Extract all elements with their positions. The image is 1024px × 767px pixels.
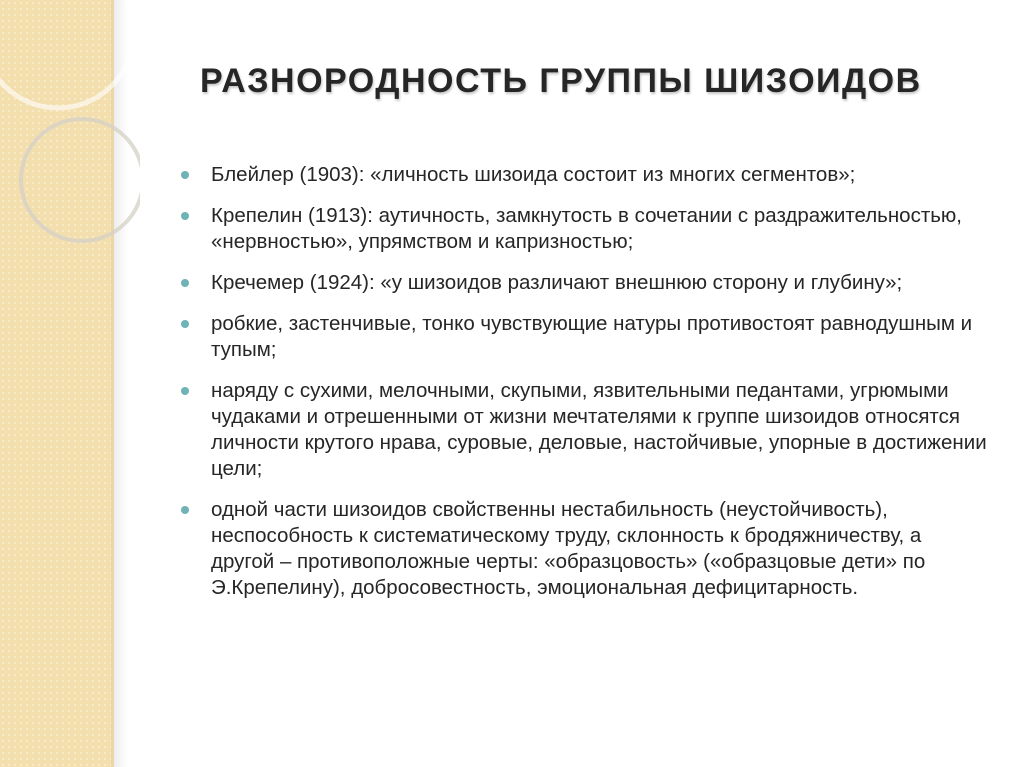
decorative-rings xyxy=(0,0,140,320)
bullet-dot-icon xyxy=(181,320,189,328)
list-item-text: Крепелин (1913): аутичность, замкнутость в сочетании с раздражительностью, «нервностью», упрямством и капризностью; xyxy=(211,204,962,253)
list-item xyxy=(180,203,990,255)
bullet-list xyxy=(180,162,990,616)
list-item xyxy=(180,378,990,482)
bullet-dot-icon xyxy=(181,506,189,514)
list-item xyxy=(180,162,990,188)
decorative-ring-top xyxy=(0,0,134,108)
list-item-text: одной части шизоидов свойственны нестабильность (неустойчивость), неспособность к систематическому труду, склонность к бродяжничеству, а другой – противоположные черты: «образцовость» («образцовые дети» по Э.Крепелину), добросовестность, эмоциональная дефицитарность. xyxy=(211,498,926,599)
bullet-dot-icon xyxy=(181,212,189,220)
list-item-text: робкие, застенчивые, тонко чувствующие натуры противостоят равнодушным и тупым; xyxy=(211,312,973,361)
list-item-text: наряду с сухими, мелочными, скупыми, язвительными педантами, угрюмыми чудаками и отрешенными от жизни мечтателями к группе шизоидов относятся личности крутого нрава, суровые, деловые, настойчивые, упорные в достижении цели; xyxy=(211,379,987,480)
bullet-dot-icon xyxy=(181,279,189,287)
list-item xyxy=(180,270,990,296)
bullet-dot-icon xyxy=(181,171,189,179)
slide-title: РАЗНОРОДНОСТЬ ГРУППЫ ШИЗОИДОВ xyxy=(200,62,922,100)
list-item-text: Блейлер (1903): «личность шизоида состоит из многих сегментов»; xyxy=(211,163,856,186)
bullet-dot-icon xyxy=(181,387,189,395)
list-item xyxy=(180,497,990,601)
list-item-text: Кречемер (1924): «у шизоидов различают внешнюю сторону и глубину»; xyxy=(211,271,903,294)
list-item xyxy=(180,311,990,363)
decorative-ring-middle xyxy=(21,119,140,241)
